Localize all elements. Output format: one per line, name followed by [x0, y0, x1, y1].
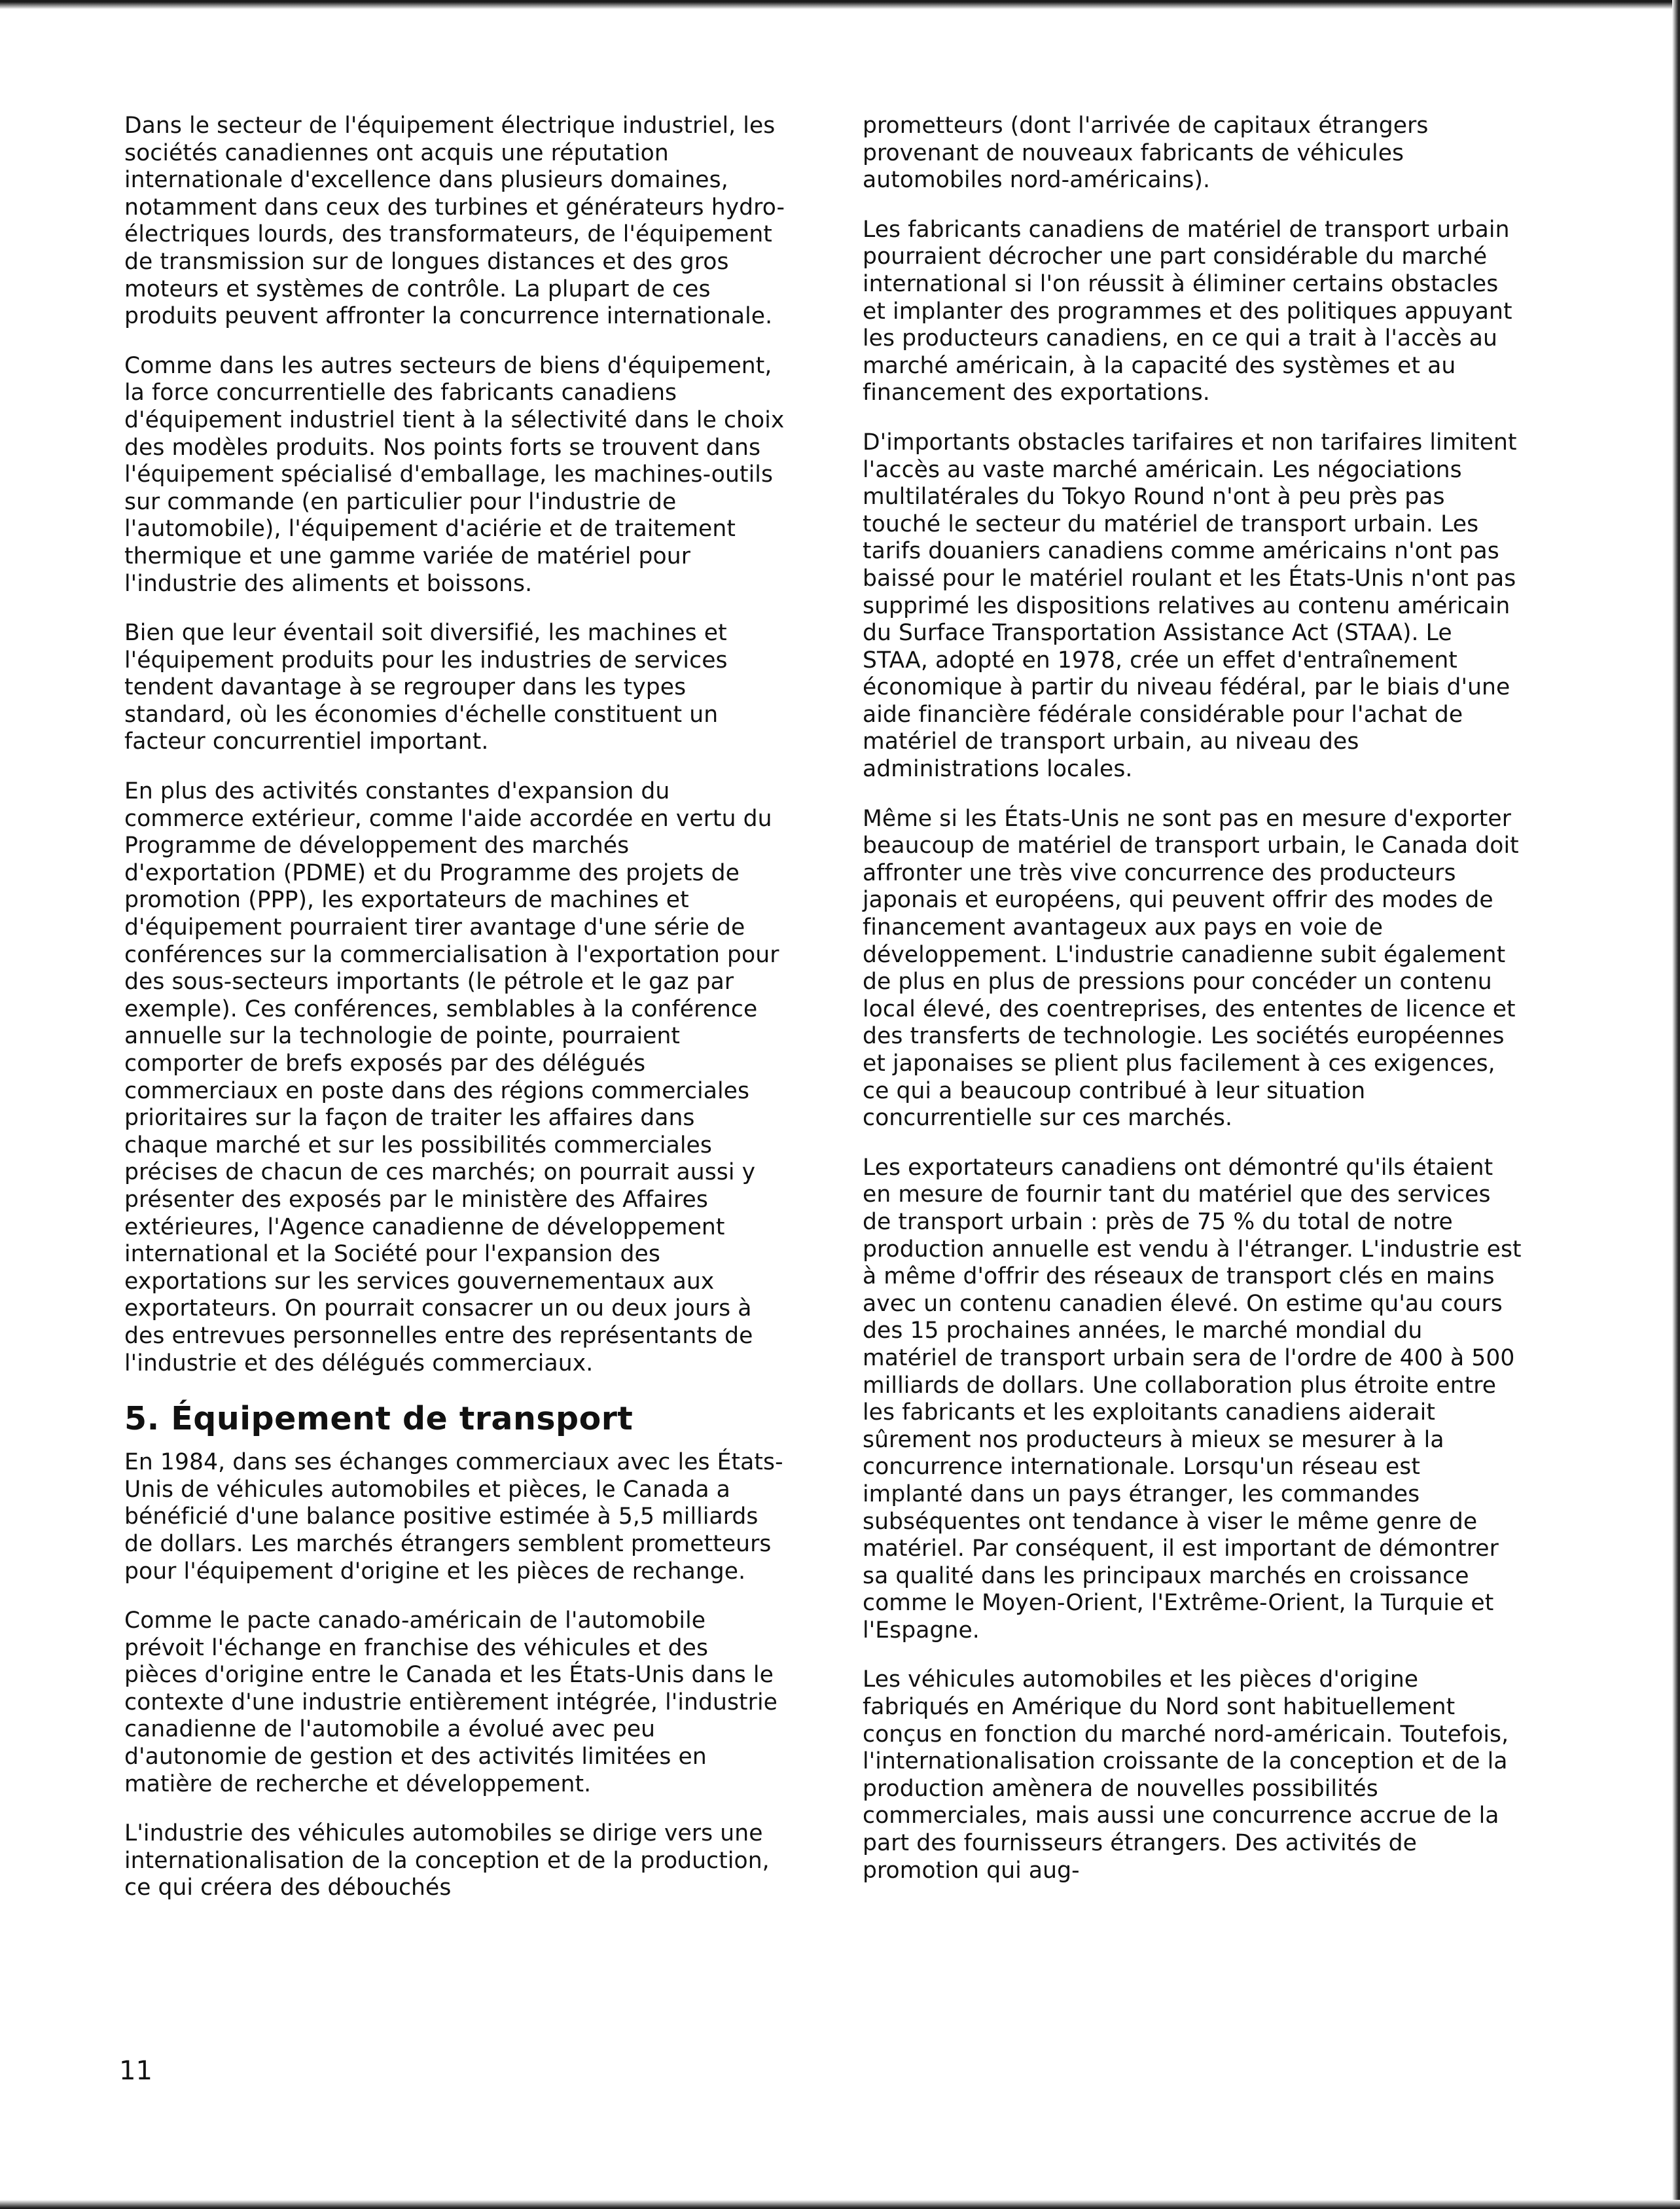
paragraph: Comme dans les autres secteurs de biens d'équipement, la force concurrentielle des fabricants canadiens d'équipement industriel tient à la sélectivité dans le choix des modèles produits. Nos points forts se trouvent dans l'équipement spécialisé d'emballage, les machines-outils sur commande (en particulier pour l'industrie de l'automobile), l'équipement d'aciérie et de traitement thermique et une gamme variée de matériel pour l'industrie des aliments et boissons.: [124, 352, 785, 597]
paragraph: L'industrie des véhicules automobiles se dirige vers une internationalisation de la conception et de la production, ce qui créera des débouchés: [124, 1820, 770, 1901]
right-column: [863, 113, 1524, 1907]
paragraph: Les fabricants canadiens de matériel de transport urbain pourraient décrocher une part considérable du marché international si l'on réussit à éliminer certains obstacles et implanter des programmes et des politiques appuyant les producteurs canadiens, en ce qui a trait à l'accès au marché américain, à la capacité des systèmes et au financement des exportations.: [863, 216, 1512, 406]
scan-edge-bottom: [0, 2200, 1680, 2209]
paragraph: Dans le secteur de l'équipement électrique industriel, les sociétés canadiennes ont acquis une réputation internationale d'excellence dans plusieurs domaines, notamment dans ceux des turbines et générateurs hydro-électriques lourds, des transformateurs, de l'équipement de transmission sur de longues distances et des gros moteurs et systèmes de contrôle. La plupart de ces produits peuvent affronter la concurrence internationale.: [124, 113, 785, 330]
paragraph: En plus des activités constantes d'expansion du commerce extérieur, comme l'aide accordée en vertu du Programme de développement des marchés d'exportation (PDME) et du Programme des projets de promotion (PPP), les exportateurs de machines et d'équipement pourraient tirer avantage d'une série de conférences sur la commercialisation à l'exportation pour des sous-secteurs importants (le pétrole et le gaz par exemple). Ces conférences, semblables à la conférence annuelle sur la technologie de pointe, pourraient comporter de brefs exposés par des délégués commerciaux en poste dans des régions commerciales prioritaires sur la façon de traiter les affaires dans chaque marché et sur les possibilités commerciales précises de chacun de ces marchés; on pourrait aussi y présenter des exposés par le ministère des Affaires extérieures, l'Agence canadienne de développement international et la Société pour l'expansion des exportations sur les services gouvernementaux aux exportateurs. On pourrait consacrer un ou deux jours à des entrevues personnelles entre des représentants de l'industrie et des délégués commerciaux.: [124, 778, 779, 1376]
scan-edge-top: [0, 0, 1680, 9]
paragraph: Comme le pacte canado-américain de l'automobile prévoit l'échange en franchise des véhicules et des pièces d'origine entre le Canada et les États-Unis dans le contexte d'une industrie entièrement intégrée, l'industrie canadienne de l'automobile a évolué avec peu d'autonomie de gestion et des activités limitées en matière de recherche et développement.: [124, 1607, 777, 1797]
paragraph: En 1984, dans ses échanges commerciaux avec les États-Unis de véhicules automobiles et pièces, le Canada a bénéficié d'une balance positive estimée à 5,5 milliards de dollars. Les marchés étrangers semblent prometteurs pour l'équipement d'origine et les pièces de rechange.: [124, 1449, 783, 1585]
scan-edge-right: [1672, 0, 1680, 2209]
paragraph: Les véhicules automobiles et les pièces d'origine fabriqués en Amérique du Nord sont habituellement conçus en fonction du marché nord-américain. Toutefois, l'internationalisation croissante de la conception et de la production amènera de nouvelles possibilités commerciales, mais aussi une concurrence accrue de la part des fournisseurs étrangers. Des activités de promotion qui aug-: [863, 1666, 1509, 1884]
paragraph: prometteurs (dont l'arrivée de capitaux étrangers provenant de nouveaux fabricants de véhicules automobiles nord-américains).: [863, 113, 1429, 194]
paragraph: Même si les États-Unis ne sont pas en mesure d'exporter beaucoup de matériel de transport urbain, le Canada doit affronter une très vive concurrence des producteurs japonais et européens, qui peuvent offrir des modes de financement avantageux aux pays en voie de développement. L'industrie canadienne subit également de plus en plus de pressions pour concéder un contenu local élevé, des coentreprises, des ententes de licence et des transferts de technologie. Les sociétés européennes et japonaises se plient plus facilement à ces exigences, ce qui a beaucoup contribué à leur situation concurrentielle sur ces marchés.: [863, 805, 1519, 1132]
section-heading: 5. Équipement de transport: [124, 1400, 634, 1438]
paragraph: Bien que leur éventail soit diversifié, les machines et l'équipement produits pour les industries de services tendent davantage à se regrouper dans les types standard, où les économies d'échelle constituent un facteur concurrentiel important.: [124, 620, 728, 755]
paragraph: D'importants obstacles tarifaires et non tarifaires limitent l'accès au vaste marché américain. Les négociations multilatérales du Tokyo Round n'ont à peu près pas touché le secteur du matériel de transport urbain. Les tarifs douaniers canadiens comme américains n'ont pas baissé pour le matériel roulant et les États-Unis n'ont pas supprimé les dispositions relatives au contenu américain du Surface Transportation Assistance Act (STAA). Le STAA, adopté en 1978, crée un effet d'entraînement économique à partir du niveau fédéral, par le biais d'une aide financière fédérale considérable pour l'achat de matériel de transport urbain, au niveau des administrations locales.: [863, 429, 1517, 783]
paragraph: Les exportateurs canadiens ont démontré qu'ils étaient en mesure de fournir tant du matériel que des services de transport urbain : près de 75 % du total de notre production annuelle est vendu à l'étranger. L'industrie est à même d'offrir des réseaux de transport clés en mains avec un contenu canadien élevé. On estime qu'au cours des 15 prochaines années, le marché mondial du matériel de transport urbain sera de l'ordre de 400 à 500 milliards de dollars. Une collaboration plus étroite entre les fabricants et les exploitants canadiens aiderait sûrement nos producteurs à mieux se mesurer à la concurrence internationale. Lorsqu'un réseau est implanté dans un pays étranger, les commandes subséquentes ont tendance à viser le même genre de matériel. Par conséquent, il est important de démontrer sa qualité dans les principaux marchés en croissance comme le Moyen-Orient, l'Extrême-Orient, la Turquie et l'Espagne.: [863, 1154, 1522, 1643]
page-number: 11: [119, 2056, 152, 2086]
left-column: [124, 113, 785, 1924]
